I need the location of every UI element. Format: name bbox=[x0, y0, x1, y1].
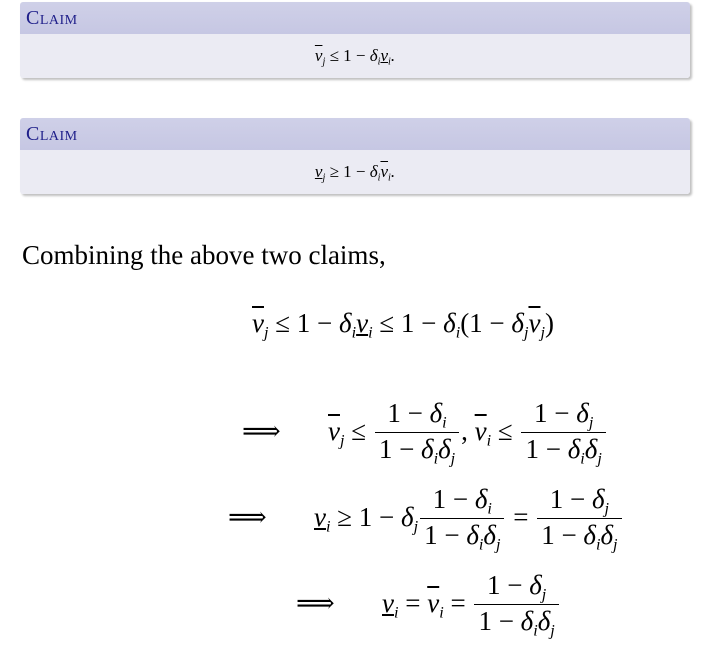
equation-equality: ⟹ $v_i = \overline{v}_i$ = $\frac{1 - \delta_j}{1 - \delta_i\delta_j}$ bbox=[296, 570, 561, 641]
claim-1-statement: $\overline{v}_j \le 1 - \delta_iv_i$. bbox=[20, 34, 690, 78]
equation-upper-bounds: ⟹ $\overline{v}_j$ ≤ $\frac{1 - \delta_i}{1 - \delta_i\delta_j}$ , $\overline{v}_i$ ≤ $\frac{1 - \delta_j}{1 - \delta_i\delta_j}$ bbox=[242, 398, 608, 469]
claim-title: Claim bbox=[20, 118, 690, 150]
claim-2-statement: $v_j \ge 1 - \delta_i\overline{v}_i$. bbox=[20, 150, 690, 194]
equation-inequality-chain: $\overline{v}_j \le 1 - \delta_iv_i \le 1 - \delta_i(1 - \delta_j\overline{v}_j)$ bbox=[252, 308, 554, 342]
claim-block-1 bbox=[20, 2, 690, 78]
combining-text: Combining the above two claims, bbox=[22, 240, 386, 270]
claim-title: Claim bbox=[20, 2, 690, 34]
equation-lower-bound: ⟹ $v_i \ge 1 - \delta_j$ $\frac{1 - \delta_i}{1 - \delta_i\delta_j}$ = $\frac{1 - \delta_j}{1 - \delta_i\delta_j}$ bbox=[228, 484, 624, 555]
claim-block-2 bbox=[20, 118, 690, 194]
